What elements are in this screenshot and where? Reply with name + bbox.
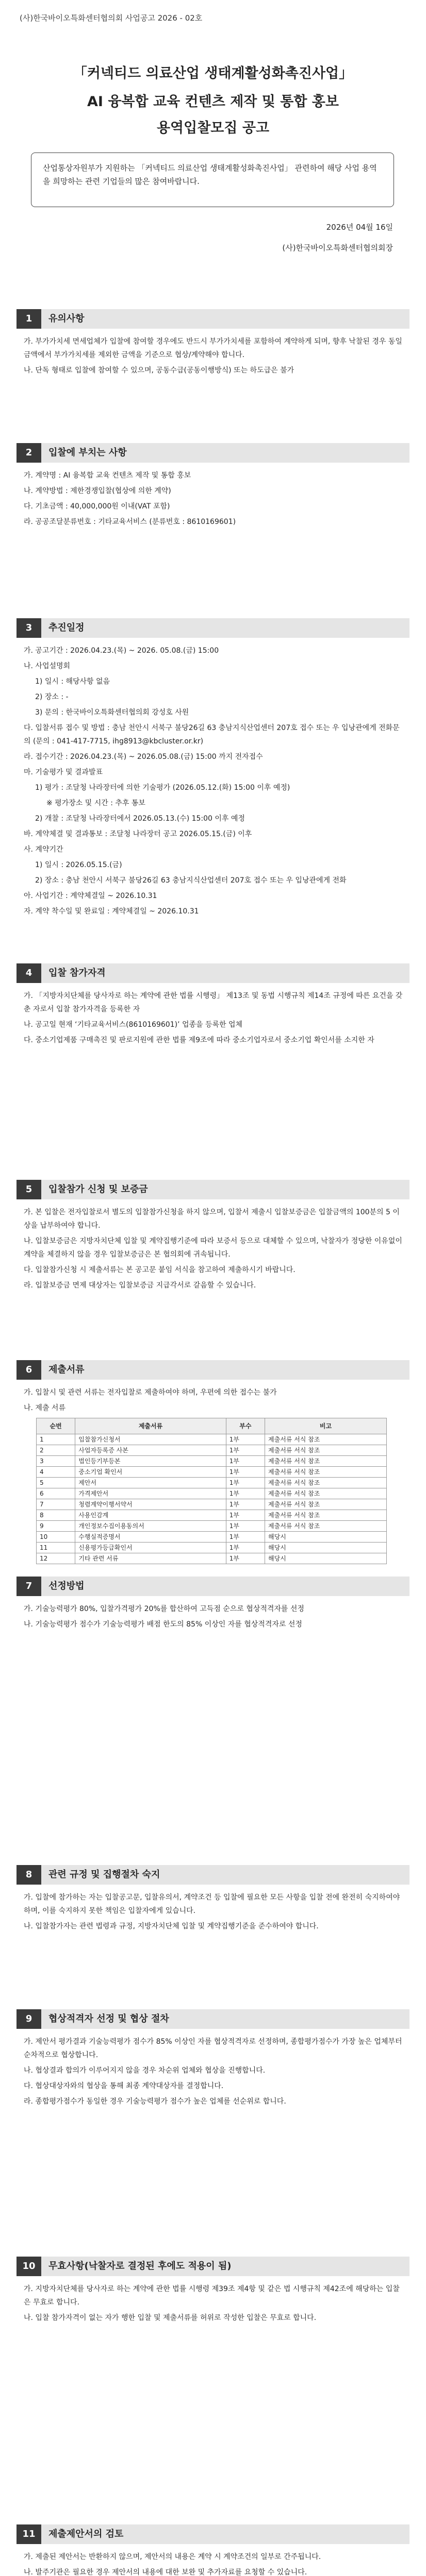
paragraph: ※ 평가장소 및 시간 : 추후 통보 bbox=[46, 799, 145, 807]
section-eligibility bbox=[17, 963, 409, 1049]
section-number: 7 bbox=[17, 1577, 41, 1596]
section-number: 11 bbox=[17, 2524, 41, 2544]
table-row bbox=[37, 1510, 387, 1521]
issuing-organization: (사)한국바이오특화센터협의회장 bbox=[282, 243, 393, 252]
paragraph: 나. 입찰 참가자격이 없는 자가 행한 입찰 및 제출서류를 허위로 작성한 입찰은 무효로 합니다. bbox=[24, 2314, 317, 2322]
section-title: 제출제안서의 검토 bbox=[48, 2529, 124, 2539]
paragraph: 1) 일시 : 2026.05.15.(금) bbox=[35, 861, 122, 869]
title-block bbox=[26, 62, 400, 137]
table-cell: 제출서류 서식 참조 bbox=[265, 1510, 387, 1521]
table-cell: 제출서류 서식 참조 bbox=[265, 1434, 387, 1445]
paragraph: 다. 중소기업제품 구매촉진 및 판로지원에 관한 법률 제9조에 따라 중소기업자로서 중소기업 확인서를 소지한 자 bbox=[24, 1036, 374, 1044]
table-cell: 가격제안서 bbox=[75, 1488, 226, 1499]
table-cell: 제안서 bbox=[75, 1478, 226, 1488]
table-body bbox=[37, 1434, 387, 1564]
section-header bbox=[17, 963, 409, 983]
table-row bbox=[37, 1456, 387, 1467]
section-body bbox=[17, 989, 409, 1047]
paragraph: 라. 종합평가점수가 동일한 경우 기술능력평가 점수가 높은 업체를 선순위로 합니다. bbox=[24, 2097, 286, 2106]
table-cell: 12 bbox=[37, 1553, 75, 1564]
section-body bbox=[17, 2550, 409, 2576]
title-line-1: 「커넥티드 의료산업 생태계활성화촉진사업」 bbox=[73, 65, 353, 81]
table-cell: 수행실적증명서 bbox=[75, 1532, 226, 1543]
paragraph: 가. 제안서 평가결과 기술능력평가 점수가 85% 이상인 자를 협상적격자로 선정하며, 종합평가점수가 가장 높은 업체부터 순차적으로 협상합니다. bbox=[24, 2038, 402, 2059]
table-header-row bbox=[37, 1418, 387, 1434]
table-row bbox=[37, 1521, 387, 1532]
column-header: 비고 bbox=[265, 1418, 387, 1434]
section-body bbox=[17, 1386, 409, 1564]
column-header: 순번 bbox=[37, 1418, 75, 1434]
table-cell: 제출서류 서식 참조 bbox=[265, 1456, 387, 1467]
table-cell: 1부 bbox=[226, 1456, 265, 1467]
section-body bbox=[17, 2282, 409, 2325]
section-bar bbox=[41, 618, 409, 638]
paragraph: 다. 입찰참가신청 시 제출서류는 본 공고문 붙임 서식을 참고하여 제출하시기 바랍니다. bbox=[24, 1266, 296, 1274]
paragraph: 아. 사업기간 : 계약체결일 ~ 2026.10.31 bbox=[24, 892, 157, 900]
section-title: 입찰참가 신청 및 보증금 bbox=[48, 1184, 148, 1195]
table-cell: 제출서류 서식 참조 bbox=[265, 1478, 387, 1488]
section-header bbox=[17, 1865, 409, 1885]
section-number: 9 bbox=[17, 2009, 41, 2029]
section-title: 입찰 참가자격 bbox=[48, 968, 106, 978]
table-row bbox=[37, 1445, 387, 1456]
table-cell: 10 bbox=[37, 1532, 75, 1543]
section-body bbox=[17, 1891, 409, 1933]
section-selection bbox=[17, 1577, 409, 1633]
announcement-number: (사)한국바이오특화센터협의회 사업공고 2026 - 02호 bbox=[20, 13, 203, 23]
section-bar bbox=[41, 1577, 409, 1596]
table-cell: 1부 bbox=[226, 1488, 265, 1499]
announcement-date: 2026년 04월 16일 bbox=[326, 223, 393, 232]
table-cell: 1부 bbox=[226, 1467, 265, 1478]
table-cell: 제출서류 서식 참조 bbox=[265, 1467, 387, 1478]
table-cell: 7 bbox=[37, 1499, 75, 1510]
table-cell: 해당시 bbox=[265, 1532, 387, 1543]
paragraph: 다. 입찰서류 접수 및 방법 : 충남 천안시 서북구 불당26길 63 충남지식산업센터 207호 접수 또는 우 입낭관에게 전화문의 (문의 : 041-417-7715, ihg8913@kbcluster.or.kr) bbox=[24, 724, 400, 745]
section-header bbox=[17, 2524, 409, 2544]
table-cell: 기타 관련 서류 bbox=[75, 1553, 226, 1564]
section-proposal-review bbox=[17, 2524, 409, 2576]
section-bar bbox=[41, 1360, 409, 1380]
table-cell: 1부 bbox=[226, 1532, 265, 1543]
paragraph: 다. 협상대상자와의 협상을 통해 최종 계약대상자를 결정합니다. bbox=[24, 2082, 224, 2090]
title-line-3: 용역입찰모집 공고 bbox=[156, 120, 270, 136]
section-header bbox=[17, 2257, 409, 2276]
paragraph: 가. 기술능력평가 80%, 입찰가격평가 20%를 합산하여 고득점 순으로 협상적격자를 선정 bbox=[24, 1605, 304, 1613]
section-number: 6 bbox=[17, 1360, 41, 1380]
section-invalid-bids bbox=[17, 2257, 409, 2327]
paragraph: 나. 입찰참가자는 관련 법령과 규정, 지방자치단체 입찰 및 계약집행기준을 준수하여야 합니다. bbox=[24, 1922, 319, 1930]
table-cell: 해당시 bbox=[265, 1553, 387, 1564]
table-cell: 1부 bbox=[226, 1434, 265, 1445]
section-bar bbox=[41, 309, 409, 329]
paragraph: 나. 협상결과 합의가 이루어지지 않을 경우 차순위 업체와 협상을 진행합니다. bbox=[24, 2066, 266, 2075]
section-header bbox=[17, 309, 409, 329]
section-body bbox=[17, 644, 409, 918]
section-header bbox=[17, 443, 409, 463]
table-cell: 4 bbox=[37, 1467, 75, 1478]
paragraph: 가. 입찰에 참가하는 자는 입찰공고문, 입찰유의서, 계약조건 등 입찰에 필요한 모든 사항을 입찰 전에 완전히 숙지하여야 하며, 이를 숙지하지 못한 책임은 입찰자에게 있습니다. bbox=[24, 1893, 400, 1915]
paragraph: 나. 발주기관은 필요한 경우 제안서의 내용에 대한 보완 및 추가자료를 요청할 수 있습니다. bbox=[24, 2568, 307, 2576]
paragraph: 사. 계약기간 bbox=[24, 845, 63, 854]
paragraph: 자. 계약 착수일 및 완료일 : 계약체결일 ~ 2026.10.31 bbox=[24, 907, 199, 916]
paragraph: 가. 공고기간 : 2026.04.23.(목) ~ 2026. 05.08.(금) 15:00 bbox=[24, 647, 219, 655]
section-bid-items bbox=[17, 443, 409, 531]
paragraph: 라. 접수기간 : 2026.04.23.(목) ~ 2026.05.08.(금) 15:00 까지 전자접수 bbox=[24, 753, 263, 761]
table-cell: 청렴계약이행서약서 bbox=[75, 1499, 226, 1510]
section-title: 추진일정 bbox=[48, 622, 85, 633]
table-cell: 3 bbox=[37, 1456, 75, 1467]
section-number: 4 bbox=[17, 963, 41, 983]
paragraph: 가. 계약명 : AI 융복합 교육 컨텐츠 제작 및 통합 홍보 bbox=[24, 471, 191, 480]
table-row bbox=[37, 1499, 387, 1510]
paragraph: 가. 「지방자치단체를 당사자로 하는 계약에 관한 법률 시행령」 제13조 및 동법 시행규칙 제14조 규정에 따른 요건을 갖춘 자로서 입찰 참가자격을 등록한 자 bbox=[24, 992, 403, 1013]
table-cell: 1부 bbox=[226, 1445, 265, 1456]
table-row bbox=[37, 1532, 387, 1543]
paragraph: 나. 단독 형태로 입찰에 참여할 수 있으며, 공동수급(공동이행방식) 또는 하도급은 불가 bbox=[24, 366, 294, 375]
table-cell: 5 bbox=[37, 1478, 75, 1488]
section-bid-deposit bbox=[17, 1180, 409, 1294]
table-cell: 9 bbox=[37, 1521, 75, 1532]
table-cell: 1부 bbox=[226, 1478, 265, 1488]
table-cell: 1 bbox=[37, 1434, 75, 1445]
section-body bbox=[17, 2035, 409, 2108]
table-cell: 해당시 bbox=[265, 1543, 387, 1553]
paragraph: 라. 공공조달분류번호 : 기타교육서비스 (분류번호 : 8610169601) bbox=[24, 518, 236, 526]
paragraph: 2) 장소 : - bbox=[35, 693, 69, 701]
section-notes bbox=[17, 309, 409, 379]
section-body bbox=[17, 469, 409, 529]
paragraph: 나. 기술능력평가 점수가 기술능력평가 배점 한도의 85% 이상인 자를 협상적격자로 선정 bbox=[24, 1620, 302, 1629]
table-cell: 1부 bbox=[226, 1521, 265, 1532]
section-documents bbox=[17, 1360, 409, 1567]
table-cell: 11 bbox=[37, 1543, 75, 1553]
table-cell: 2 bbox=[37, 1445, 75, 1456]
table-row bbox=[37, 1434, 387, 1445]
section-body bbox=[17, 335, 409, 377]
table-cell: 법인등기부등본 bbox=[75, 1456, 226, 1467]
section-schedule bbox=[17, 618, 409, 920]
table-cell: 개인정보수집이용동의서 bbox=[75, 1521, 226, 1532]
table-cell: 제출서류 서식 참조 bbox=[265, 1499, 387, 1510]
section-title: 유의사항 bbox=[48, 313, 85, 324]
table-row bbox=[37, 1478, 387, 1488]
table-cell: 8 bbox=[37, 1510, 75, 1521]
table-cell: 6 bbox=[37, 1488, 75, 1499]
section-number: 5 bbox=[17, 1180, 41, 1199]
paragraph: 나. 입찰보증금은 지방자치단체 입찰 및 계약집행기준에 따라 보증서 등으로 대체할 수 있으며, 낙찰자가 정당한 이유없이 계약을 체결하지 않을 경우 입찰보증금은 본 협의회에 귀속됩니다. bbox=[24, 1237, 402, 1259]
title-line-2: AI 융복합 교육 컨텐츠 제작 및 통합 홍보 bbox=[87, 94, 339, 110]
section-header bbox=[17, 1360, 409, 1380]
section-title: 제출서류 bbox=[48, 1364, 85, 1375]
column-header: 제출서류 bbox=[75, 1418, 226, 1434]
table-cell: 1부 bbox=[226, 1499, 265, 1510]
paragraph: 마. 기술평가 및 결과발표 bbox=[24, 768, 103, 776]
paragraph: 다. 기초금액 : 40,000,000원 이내(VAT 포함) bbox=[24, 502, 170, 511]
paragraph: 1) 일시 : 해당사항 없음 bbox=[35, 677, 110, 686]
section-title: 입찰에 부치는 사항 bbox=[48, 447, 127, 458]
section-header bbox=[17, 1180, 409, 1199]
table-row bbox=[37, 1488, 387, 1499]
section-regulations bbox=[17, 1865, 409, 1935]
paragraph: 가. 입찰시 및 관련 서류는 전자입찰로 제출하여야 하며, 우편에 의한 접수는 불가 bbox=[24, 1388, 277, 1397]
paragraph: 3) 문의 : 한국바이오특화센터협의회 강성호 사원 bbox=[35, 708, 189, 717]
column-header: 부수 bbox=[226, 1418, 265, 1434]
paragraph: 2) 장소 : 충남 천안시 서북구 불당26길 63 충남지식산업센터 207호 접수 또는 우 입낭관에게 전화 bbox=[35, 876, 347, 885]
table-cell: 제출서류 서식 참조 bbox=[265, 1521, 387, 1532]
paragraph: 가. 제출된 제안서는 반환하지 않으며, 제안서의 내용은 계약 시 계약조건의 일부로 간주됩니다. bbox=[24, 2553, 321, 2561]
table-row bbox=[37, 1553, 387, 1564]
section-header bbox=[17, 618, 409, 638]
table-cell: 1부 bbox=[226, 1543, 265, 1553]
section-title: 선정방법 bbox=[48, 1581, 85, 1591]
paragraph: 나. 사업설명회 bbox=[24, 662, 71, 670]
section-body bbox=[17, 1602, 409, 1631]
table-row bbox=[37, 1467, 387, 1478]
section-body bbox=[17, 1206, 409, 1292]
section-header bbox=[17, 2009, 409, 2029]
section-title: 무효사항(낙찰자로 결정된 후에도 적용이 됨) bbox=[48, 2261, 232, 2272]
paragraph: 2) 개찰 : 조달청 나라장터에서 2026.05.13.(수) 15:00 이후 예정 bbox=[35, 815, 245, 823]
paragraph: 나. 제출 서류 bbox=[24, 1404, 65, 1412]
table-cell: 사용인감계 bbox=[75, 1510, 226, 1521]
paragraph: 라. 입찰보증금 면제 대상자는 입찰보증금 지급각서로 갈음할 수 있습니다. bbox=[24, 1281, 256, 1290]
documents-table bbox=[36, 1418, 387, 1564]
paragraph: 가. 부가가치세 면세업체가 입찰에 참여할 경우에도 반드시 부가가치세를 포함하여 계약하게 되며, 향후 낙찰된 경우 동일금액에서 부가가치세를 제외한 금액을 기준으로 협상/계약해야 합니다. bbox=[24, 337, 402, 359]
section-negotiation bbox=[17, 2009, 409, 2110]
table-cell: 1부 bbox=[226, 1553, 265, 1564]
paragraph: 가. 본 입찰은 전자입찰로서 별도의 입찰참가신청을 하지 않으며, 입찰서 제출시 입찰보증금은 입찰금액의 100분의 5 이상을 납부하여야 합니다. bbox=[24, 1208, 400, 1230]
section-number: 2 bbox=[17, 443, 41, 463]
paragraph: 나. 공고일 현재 ‘기타교육서비스(8610169601)’ 업종을 등록한 업체 bbox=[24, 1021, 243, 1029]
table-cell: 입찰참가신청서 bbox=[75, 1434, 226, 1445]
section-header bbox=[17, 1577, 409, 1596]
table-cell: 제출서류 서식 참조 bbox=[265, 1488, 387, 1499]
table-row bbox=[37, 1543, 387, 1553]
table-cell: 중소기업 확인서 bbox=[75, 1467, 226, 1478]
table-cell: 제출서류 서식 참조 bbox=[265, 1445, 387, 1456]
table-cell: 신용평가등급확인서 bbox=[75, 1543, 226, 1553]
paragraph: 바. 계약체결 및 결과통보 : 조달청 나라장터 공고 2026.05.15.(금) 이후 bbox=[24, 830, 252, 838]
intro-box: 산업통상자원부가 지원하는 「커넥티드 의료산업 생태계활성화촉진사업」 관련하여 해당 사업 용역을 희망하는 관련 기업들의 많은 참여바랍니다. bbox=[31, 152, 394, 207]
paragraph: 가. 지방자치단체를 당사자로 하는 계약에 관한 법률 시행령 제39조 제4항 및 같은 법 시행규칙 제42조에 해당하는 입찰은 무효로 합니다. bbox=[24, 2285, 400, 2307]
section-number: 10 bbox=[17, 2257, 41, 2276]
paragraph: 나. 계약방법 : 제한경쟁입찰(협상에 의한 계약) bbox=[24, 487, 171, 495]
section-number: 3 bbox=[17, 618, 41, 638]
table-cell: 1부 bbox=[226, 1510, 265, 1521]
section-number: 1 bbox=[17, 309, 41, 329]
section-number: 8 bbox=[17, 1865, 41, 1885]
paragraph: 1) 평가 : 조달청 나라장터에 의한 기술평가 (2026.05.12.(화) 15:00 이후 예정) bbox=[35, 784, 290, 792]
section-title: 협상적격자 선정 및 협상 절차 bbox=[48, 2013, 169, 2024]
table-cell: 사업자등록증 사본 bbox=[75, 1445, 226, 1456]
section-title: 관련 규정 및 집행절차 숙지 bbox=[48, 1869, 160, 1880]
